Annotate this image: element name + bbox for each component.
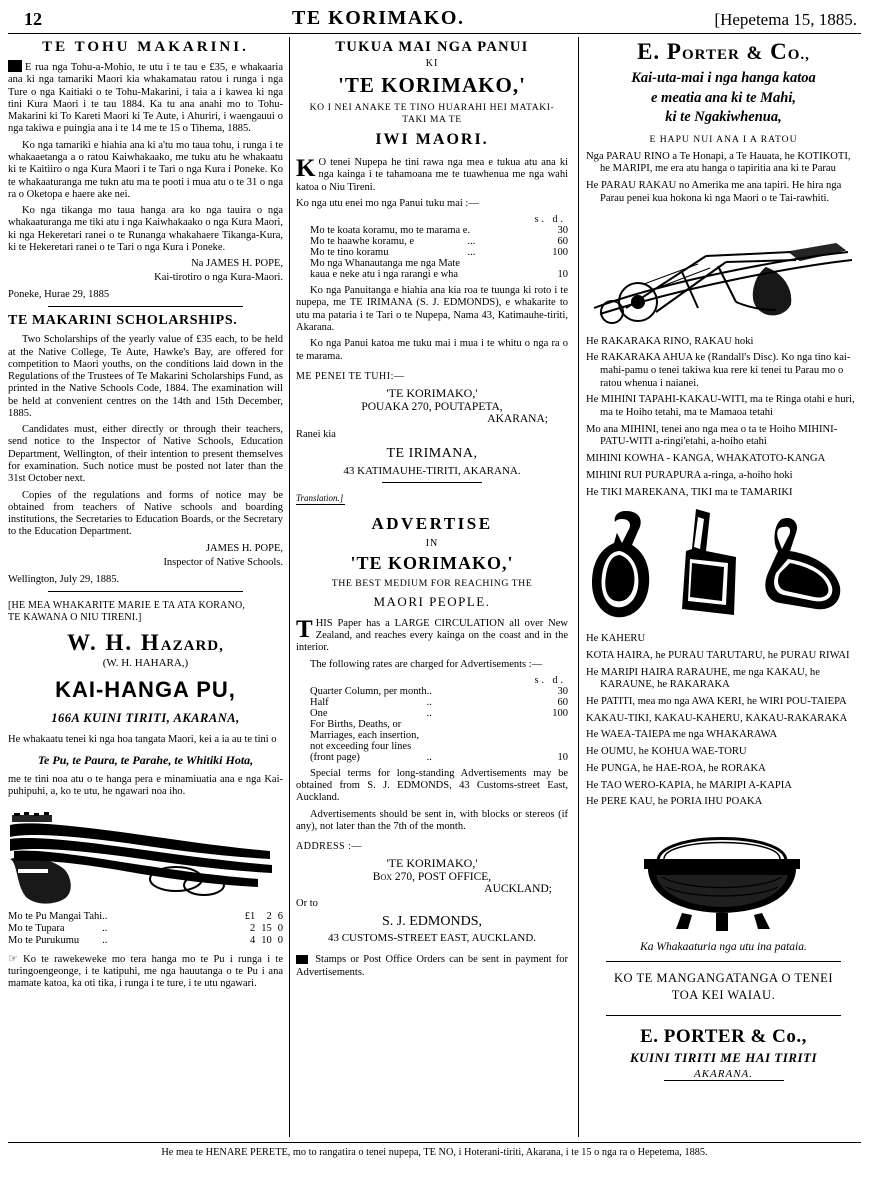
slogan-line-3: ki te Ngakiwhenua,: [665, 109, 782, 126]
paragraph-2: Ko nga tamariki e hiahia ana ki a'tu mo taua tohu, i runga i te whakaaetanga a o ratou Kaiwhakaako, me tuku atu he whakaatu ki te Kaitiiro o nga Kura Maori i te Tari o nga Kura i Poneke. Ko te whakaaturanga me tukn atu ma te pooti i mua atu o te 31 o nga ra o Oketopa e haere ake nei.: [8, 139, 283, 200]
decorative-block-icon: [8, 60, 22, 72]
rate-dots: .: [467, 225, 471, 237]
rate-dots: ..: [426, 685, 432, 697]
column-1: [8, 37, 283, 1137]
masthead: [8, 6, 861, 30]
rate-dots: ..: [426, 707, 432, 719]
paragraph-3: Special terms for long-standing Advertisements may be obtained from S. J. EDMONDS, 43 Customs-street East, Auckland.: [296, 767, 568, 804]
rates-intro: Ko nga utu enei mo nga Panui tuku mai :—: [296, 197, 479, 209]
advertise-body-english-2: [296, 768, 568, 833]
advertiser-name-rest: AZARD,: [160, 637, 224, 654]
rates-sd-header: s. d.: [534, 214, 566, 226]
panui-rates-table: [296, 225, 568, 280]
rate-pence: 0: [562, 225, 568, 237]
price-shillings: 15: [261, 922, 272, 934]
firm-c: C: [770, 39, 788, 64]
columns-container: [8, 37, 861, 1137]
list-item: He MIHINI TAPAHI-KAKAU-WITI, ma te Ringa otahi e huri, ma te Hoiho tetahi, ma te Mamaoa tetahi: [586, 394, 855, 419]
panui-address-a3: AKARANA;: [487, 412, 548, 425]
rate-shillings: 3: [557, 685, 563, 697]
hazard-product-list: [8, 752, 283, 768]
porter-hapu-line: E HAPU NUI ANA I A RATOU: [649, 133, 798, 145]
firm-e-p: E. P: [637, 39, 682, 64]
rate-label: Quarter Column, per month: [310, 685, 427, 697]
advertise-paper-name: 'TE KORIMAKO,': [350, 552, 514, 573]
gun-engraving-svg: [8, 807, 278, 907]
price-pence: 0: [277, 934, 283, 946]
column-divider-2: [578, 37, 579, 1137]
translation-label-wrap: [296, 488, 568, 506]
rate-pence: 0: [562, 751, 568, 763]
rate-label: Mo te koata koramu, mo te marama e: [310, 225, 468, 237]
rate-pence: 0: [562, 247, 568, 259]
table-row: [296, 225, 568, 236]
panui-address-a2: POUAKA 270, POUTAPETA,: [361, 400, 503, 413]
advertiser-name-hazard: [8, 630, 283, 656]
section-divider-5: [606, 1015, 841, 1016]
rate-shillings: 1: [557, 751, 563, 763]
list-item: He RAKARAKA AHUA ke (Randall's Disc). Ko nga tino kai-mahi-pamu o tenei takiwa kua rere ki tenei tu Parau mo o ratou whenua i naianei.: [586, 352, 851, 389]
dropcap-k: K: [296, 154, 316, 182]
list-item: He PARAU RAKAU no Amerika me ana tapiri. He hira nga Parau penei kua hokona ki nga Maori o te Tai-rawhiti.: [586, 180, 842, 204]
table-row: [296, 247, 568, 258]
list-item: He PERE KAU, he PORIA IHU POAKA: [586, 796, 763, 808]
rate-label: One: [310, 707, 328, 719]
cauldron-illustration: [586, 815, 861, 935]
stamps-note: Stamps or Post Office Orders can be sent in payment for Advertisements.: [296, 954, 568, 978]
list-item: KOTA HAIRA, he PURAU TARUTARU, he PURAU RIWAI: [586, 649, 850, 661]
rate-dots: ...: [467, 236, 476, 248]
rate-shillings: 6: [557, 696, 563, 708]
rate-shillings: 6: [557, 236, 563, 248]
paper-title: TE KORIMAKO.: [291, 7, 465, 29]
advertiser-address: 166A KUINI TIRITI, AKARANA,: [51, 710, 240, 725]
plough-engraving-svg: [586, 212, 858, 330]
rate-dots: ..: [426, 696, 432, 708]
rate-dots: [467, 258, 552, 280]
table-row: [8, 911, 283, 923]
royal-warrant-line-2: TE KAWANA O NIU TIRENI.]: [8, 611, 142, 623]
branch-line-2: TOA KEI WAIAU.: [671, 988, 776, 1003]
english-orto: Or to: [296, 898, 318, 910]
branch-line-1: KO TE MANGANGATANGA O TENEI: [614, 970, 833, 985]
hazard-body-1: [8, 734, 283, 746]
porter-footer-street: KUINI TIRITI ME HAI TIRITI: [629, 1049, 818, 1065]
english-rates-table: [296, 686, 568, 763]
price-pence: 0: [277, 922, 283, 934]
paragraph-1: He whakaatu tenei ki nga hoa tangata Maori, kei a ia au te tini o: [8, 733, 277, 745]
english-address-label: ADDRESS :—: [296, 841, 362, 853]
list-item: Mo ana MIHINI, tenei ano nga mea o ta te Hoiho MIHINI-PATU-WITI a-ringi'etahi, a-hoiho etahi: [586, 423, 838, 448]
porter-items-list-1: [586, 151, 861, 206]
paragraph-2: The following rates are charged for Advertisements :—: [310, 658, 543, 670]
rate-shillings: 3: [557, 225, 563, 237]
english-address-4: S. J. EDMONDS,: [382, 914, 482, 930]
spades-engraving-svg: [586, 505, 858, 627]
table-row: [296, 236, 568, 247]
list-item: He TIKI MAREKANA, TIKI ma te TAMARIKI: [586, 486, 793, 498]
porter-footer-city: AKARANA.: [664, 1068, 784, 1081]
rate-shillings: 10: [552, 247, 563, 259]
paragraph-1: E rua nga Tohu-a-Mohio, te utu i te tau e £35, e whakaaria ana ki nga tamariki Maori kia whakamatau ratou i runga i nga Ture o nga Kaitiaki o te Tohu-Makarini, i taia a i kawea ki nga tini Kura Maori i te tau 1884. Ka tu ana anahi mo to Tohu-Makarini ki To Kareti Maori ki Te Aute, i Ahuriri, i waengauui o nga takiwa e puingia ana i te 14 me te 15 o Tihema, 1885.: [8, 62, 283, 135]
panui-paper-name: 'TE KORIMAKO,': [338, 73, 526, 97]
rate-pence: 0: [562, 269, 568, 281]
price-label: Mo te Tupara: [8, 922, 65, 934]
rate-label: For Births, Deaths, or Marriages, each insertion, not exceeding four lines (front page): [310, 718, 420, 763]
price-label: Mo te Pu Mangai Tahi: [8, 910, 103, 922]
table-row: [8, 923, 283, 935]
english-address-2: Box 270, POST OFFICE,: [372, 871, 492, 884]
table-row: [296, 697, 568, 708]
section-divider-4: [606, 961, 841, 962]
panui-body-maori: [296, 154, 568, 210]
list-item: KAKAU-TIKI, KAKAU-KAHERU, KAKAU-RAKARAKA: [586, 712, 848, 724]
list-item: He PUNGA, he HAE-ROA, he RORAKA: [586, 762, 766, 774]
hazard-body-2: [8, 774, 283, 799]
signature-title-maori: Kai-tirotiro o nga Kura-Maori.: [154, 272, 283, 284]
column-divider-1: [289, 37, 290, 1137]
price-dots: ..: [102, 934, 108, 946]
plough-illustration: [586, 212, 861, 330]
rate-label: Mo te haawhe koramu, e: [310, 236, 415, 248]
porter-slogan: [586, 69, 861, 128]
porter-items-list-2: [586, 336, 861, 500]
table-row: [8, 935, 283, 947]
stamps-note-wrap: [296, 954, 568, 979]
panui-body-maori-2: [296, 285, 568, 363]
pointing-hand-icon: [296, 955, 308, 964]
list-item: Nga PARAU RINO a Te Honapi, a Te Hauata, he KOTIKOTI, he MARIPI, me era atu hanga o tapiritia ana ki te Parau: [586, 150, 851, 175]
list-item: He KAHERU: [586, 633, 646, 645]
gun-illustration: [8, 807, 283, 907]
hazard-products: Te Pu, te Paura, te Parahe, te Whitiki Hota,: [37, 753, 254, 767]
slogan-line-1: Kai-uta-mai i nga hanga katoa: [631, 70, 816, 86]
rate-pence: 0: [562, 696, 568, 708]
firm-o: O.,: [787, 47, 810, 63]
panui-ranei: Ranei kia: [296, 428, 336, 440]
rate-label: Mo nga Whanautanga me nga Mate kaua e neke atu i nga rarangi e wha: [310, 258, 460, 281]
panui-address-b2: 43 KATIMAUHE-TIRITI, AKARANA.: [343, 464, 521, 477]
page-number: 12: [24, 9, 42, 29]
hazard-footnote: Ko te rawekeweke mo tera hanga mo te Pu i runga i te turingoengeonge, i te katipuhi, me nga hauutanga o te Pu i ana mamate katoa, ka oti tika, i runga i te ture, i te utu ngawari.: [8, 953, 283, 990]
list-item: He RAKARAKA RINO, RAKAU hoki: [586, 335, 754, 347]
price-pounds: 2: [250, 922, 256, 934]
panui-sub-1: KO I NEI ANAKE TE TINO HUARAHI HEI MATAKI-: [309, 102, 555, 113]
paragraph-3: Ko nga tikanga mo taua hanga ara ko nga tauira o nga whakaaturanga me tiki atu i nga Kaiwhakaako o nga Kura Maori, ki nga Hekeretari ranei o te Runanga whakahaere Tikanga-Kura, ki te Hekeretari ranei o te Tari o nga Kura i Poneke.: [8, 205, 283, 253]
notice-heading-tohu-makarini: TE TOHU MAKARINI.: [42, 39, 249, 55]
hazard-price-table: [8, 911, 283, 947]
royal-warrant-line-1: [HE MEA WHAKARITE MARIE E TA ATA KORANO,: [8, 599, 246, 611]
panui-ki: KI: [425, 58, 439, 69]
cauldron-engraving-svg: [586, 815, 858, 935]
rate-label: Mo te tino koramu: [310, 247, 389, 259]
firm-ampersand: &: [746, 43, 764, 64]
advertise-body-english: [296, 615, 568, 671]
rate-pence: 0: [562, 707, 568, 719]
panui-address-a1: 'TE KORIMAKO,': [386, 385, 478, 400]
eng-rates-sd-header: s. d.: [534, 674, 566, 686]
list-item: MIHINI KOWHA - KANGA, WHAKATOTO-KANGA: [586, 453, 826, 465]
paragraph-4: Advertisements should be sent in, with blocks or stereos (if any), not later than the 7th of the month.: [296, 808, 568, 833]
hazard-footnote-wrap: [8, 953, 283, 991]
list-item: He PATITI, mea mo nga AWA KERI, he WIRI POU-TAIEPA: [586, 696, 847, 708]
paragraph-1: O tenei Nupepa he tini rawa nga mea e tukua atu ana ki nga kainga i te tahamoana me te tuawhenua me nga wahi katoa o Niu Tireni.: [296, 156, 568, 193]
signature-title-english: Inspector of Native Schools.: [163, 556, 283, 568]
advertiser-name-main: W. H. H: [67, 629, 161, 655]
paragraph-1: HIS Paper has a LARGE CIRCULATION all over New Zealand, and reaches every kainga on the coast and in the interior.: [296, 617, 568, 654]
section-divider-2: [48, 591, 243, 592]
panui-sub-2: TAKI MA TE: [402, 113, 462, 125]
list-item: He TAO WERO-KAPIA, he MARIPI A-KAPIA: [586, 779, 792, 791]
rate-dots: ...: [467, 247, 476, 259]
section-divider-3: [382, 482, 482, 483]
porter-branch-notice: [586, 970, 861, 1005]
column-2: [296, 37, 568, 1137]
signature-name-maori: Na JAMES H. POPE,: [191, 258, 283, 270]
header-divider: [8, 33, 861, 34]
porter-footer-name: E. PORTER & Co.,: [640, 1025, 807, 1047]
paragraph-3: Ko nga Panui katoa me tuku mai i mua i te whitu o nga ra o te marama.: [296, 338, 568, 362]
porter-firm-name: [586, 39, 861, 65]
footer-divider: [8, 1142, 861, 1143]
scholarships-body: [8, 334, 283, 539]
table-row: [296, 708, 568, 719]
advertise-maori-people: MAORI PEOPLE.: [373, 593, 491, 609]
panui-address-label: ME PENEI TE TUHI:—: [296, 370, 405, 382]
list-item: He OUMU, he KOHUA WAE-TORU: [586, 746, 747, 758]
english-address-3: AUCKLAND;: [484, 883, 552, 896]
column-3: [586, 37, 861, 1137]
table-row: [296, 258, 568, 280]
place-date-maori: Poneke, Hurae 29, 1885: [8, 289, 110, 301]
panui-heading: TUKUA MAI NGA PANUI: [335, 39, 529, 55]
notice-tohu-makarini-body: [8, 60, 283, 254]
advertise-heading: ADVERTISE: [371, 513, 493, 533]
price-dots: ..: [102, 910, 108, 922]
dropcap-t: T: [296, 615, 313, 643]
slogan-line-2: e meatia ana ki te Mahi,: [651, 89, 796, 106]
rate-dots: ..: [426, 751, 432, 763]
english-address-1: 'TE KORIMAKO,': [386, 856, 478, 871]
rate-label: Half: [310, 696, 329, 708]
price-pence: 6: [277, 910, 283, 922]
porter-price-caption: Ka Whakaaturia nga utu ina pataia.: [640, 940, 807, 953]
issue-date: [Hepetema 15, 1885.: [714, 10, 857, 29]
firm-orter: ORTER: [681, 47, 740, 63]
table-row: [296, 686, 568, 697]
price-shillings: 10: [261, 934, 272, 946]
price-label: Mo te Purukumu: [8, 934, 80, 946]
panui-address-b1: TE IRIMANA,: [386, 445, 478, 461]
price-pounds: 4: [250, 934, 256, 946]
price-pounds: £1: [244, 910, 256, 922]
rate-shillings: 10: [552, 707, 563, 719]
scholarships-heading: TE MAKARINI SCHOLARSHIPS.: [8, 313, 238, 329]
english-address-5: 43 CUSTOMS-STREET EAST, AUCKLAND.: [327, 932, 537, 945]
paragraph-3: Copies of the regulations and forms of notice may be obtained from teachers of Native schools and boarding institutions, the Secretaries to Education Boards, or the Secretary to the Education Department.: [8, 489, 283, 538]
signature-name-english: JAMES H. POPE,: [205, 542, 283, 554]
paragraph-2: Candidates must, either directly or through their teachers, send notice to the Inspector of Native Schools, Education Department, Wellington, of their intention to present themselves for examination. Such notice must be posted not later than the 31st October next.: [8, 424, 283, 485]
price-shillings: 2: [266, 910, 272, 922]
paragraph-2: me te tini noa atu o te hanga pera e minamiuatia ana e nga Kai-puhipuhi, a, ko te utu, he ngawari noa iho.: [8, 774, 283, 798]
porter-items-list-3: [586, 633, 861, 809]
advertiser-alias: (W. H. HAHARA,): [102, 656, 189, 669]
paragraph-2: Ko nga Panuitanga e hiahia ana kia roa te tuunga ki roto i te nupepa, me TE IRIMANA (S. J. EDMONDS), e whakarite to utu ma pataria i te Tari o te Nupepa, Nama 43, Katimauhe-tiriti, Akarana.: [296, 285, 568, 333]
pointing-hand-icon: ☞: [8, 952, 18, 965]
list-item: He MARIPI HAIRA RARAUHE, me nga KAKAU, he KARAUNE, he RAKARAKA: [586, 666, 820, 691]
advertiser-trade: KAI-HANGA PU,: [55, 676, 236, 702]
price-dots: ..: [102, 922, 108, 934]
section-divider-1: [48, 306, 243, 307]
advertise-medium-line: THE BEST MEDIUM FOR REACHING THE: [331, 577, 533, 589]
colophon: He mea te HENARE PERETE, mo to rangatira o tenei nupepa, TE NO, i Hoterani-tiriti, Akarana, i te 15 o nga ra o Hepetema, 1885.: [161, 1147, 708, 1158]
place-date-english: Wellington, July 29, 1885.: [8, 573, 120, 585]
rate-shillings: 1: [557, 269, 563, 281]
table-row: [296, 719, 568, 763]
rate-pence: 0: [562, 685, 568, 697]
panui-iwi-maori: IWI MAORI.: [375, 130, 489, 148]
paragraph-1: Two Scholarships of the yearly value of £35 each, to be held at the Native College, Te Aute, Hawke's Bay, are offered for competition to Maori youths, on the conditions laid down in the Regulations of the Trustees of Te Makarini Scholarships Fund, as printed in the Native Schools Code, 1884. The examination will be held at convenient centres on the 14th and 15th December, 1885.: [8, 334, 283, 419]
advertise-in: IN: [425, 537, 439, 549]
spades-illustration: [586, 505, 861, 627]
rate-pence: 0: [562, 236, 568, 248]
list-item: MIHINI RUI PURAPURA a-ringa, a-hoiho hoki: [586, 469, 793, 481]
translation-label: Translation.]: [296, 492, 344, 503]
list-item: He WAEA-TAIEPA me nga WHAKARAWA: [586, 729, 778, 741]
